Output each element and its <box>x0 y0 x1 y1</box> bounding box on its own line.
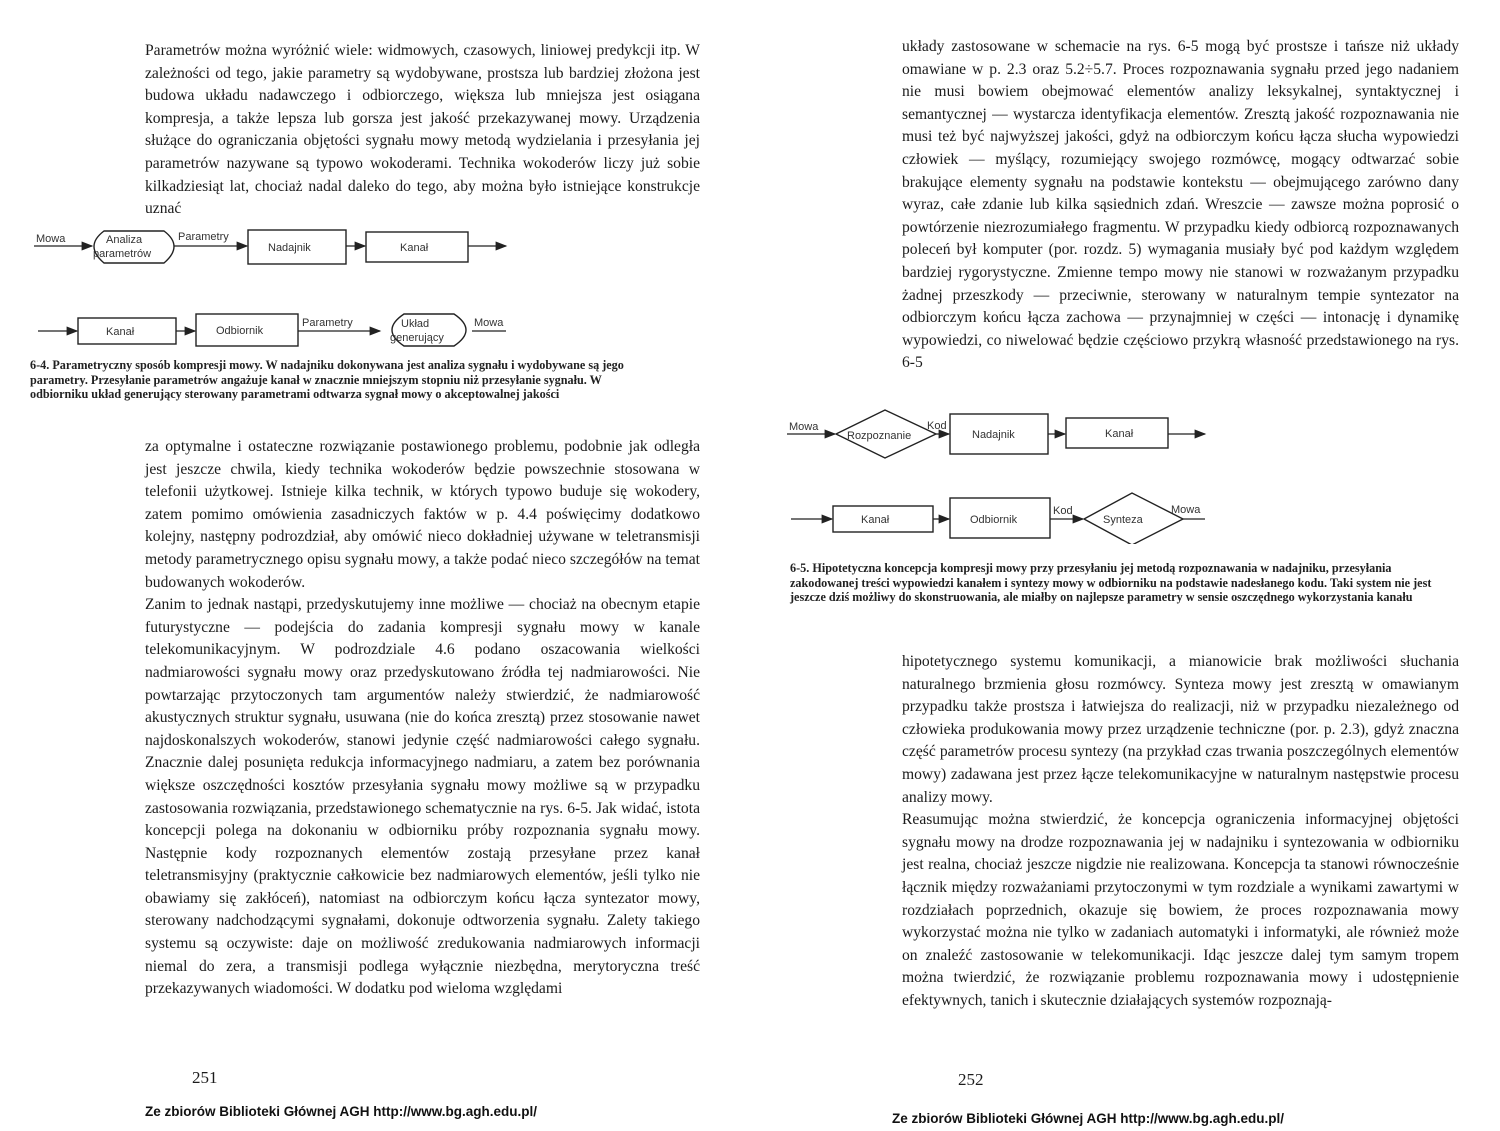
transmitter-label: Nadajnik <box>268 242 311 254</box>
channel-tx-label: Kanał <box>1105 428 1134 440</box>
paragraph: hipotetycznego systemu komunikacji, a mianowicie brak możliwości słuchania naturalnego brzmienia głosu rozmówcy. Synteza mowy jest zresztą w omawianym przypadku także prostsza i łatwiejsza do realizacji, niż w przypadku niezależnego od człowieka produkowania mowy przez urządzenie techniczne (por. p. 2.3), gdyż znaczna część parametrów procesu syntezy (na przykład czas trwania poszczególnych elementów mowy) zadawana jest przez łącze telekomunikacyjne w naturalnym następstwie procesu analizy mowy. <box>902 653 1459 806</box>
input-label: Mowa <box>789 421 819 433</box>
figure-6-4 <box>30 222 530 352</box>
code-label-rx: Kod <box>1053 505 1073 517</box>
figure-6-5-caption: 6-5. Hipotetyczna koncepcja kompresji mowy przy przesyłaniu jej metodą rozpoznawania w nadajniku, przesyłania zakodowanej treści wypowiedzi kanałem i syntezy mowy w odbiorniku na podstawie nadesłanego kodu. Taki system nie jest jeszcze dziś możliwy do skonstruowania, ale miałby on najlepsze parametry w sensie oszczędnego wykorzystania kanału <box>790 561 1432 605</box>
receiver-label: Odbiornik <box>216 325 264 337</box>
paragraph: układy zastosowane w schemacie na rys. 6-5 mogą być prostsze i tańsze niż układy omawiane w p. 2.3 oraz 5.2÷5.7. Proces rozpoznawania sygnału przed jego nadaniem nie musi bowiem obejmować elementów analizy leksykalnej, syntaktycznej i semantycznej — wystarcza identyfikacja elementów. Zresztą jakość rozpoznawania nie musi też być najwyższej jakości, gdyż na odbiorczym końcu łącza słucha wypowiedzi człowiek — myślący, rozumiejący swojego rozmówcę, mogący odtwarzać sobie brakujące elementy sygnału na podstawie kontekstu — obejmującego zarówno dany wyraz, całe zdanie lub kilka sąsiednich zdań. Wreszcie — zawsze można poprosić o powtórzenie niezrozumiałego fragmentu. W przypadku kiedy odbiorcą rozpoznawanych poleceń był komputer (por. rozdz. 5) wymagania musiały być pod każdym względem bardziej rygorystyczne. Zmienne tempo mowy nie stanowi w rozważanym przypadku żadnej przeszkody — przeciwnie, sterowany w naturalnym tempie syntezator na odbiorczym końcu łącza zachowa — przynajmniej w części — intonację i dynamikę wypowiedzi, co niwelować będzie częściowo przykrą własność przedstawionego na rys. 6-5 <box>902 38 1459 372</box>
channel-tx-label: Kanał <box>400 242 429 254</box>
page-number-left: 251 <box>192 1068 218 1087</box>
channel-rx-label: Kanał <box>106 326 135 338</box>
paragraph: Zanim to jednak nastąpi, przedyskutujemy inne możliwe — chociaż na obecnym etapie futurystyczne — podejścia do zadania kompresji sygnału mowy w kanale telekomunikacyjnym. W podrozdziale 4.6 podano oszacowania wielkości nadmiarowości sygnału mowy oraz przedyskutowano źródła tej nadmiarowości. Nie powtarzając przytoczonych tam argumentów należy stwierdzić, że nadmiarowość akustycznych struktur sygnału, usuwana (nie do końca zresztą) przez stosowanie nawet najdoskonalszych wokoderów, stanowi jedynie część nadmiarowości całego sygnału. Znacznie dalej posunięta redukcja informacyjnego nadmiaru, a zatem bez porównania większe oszczędności kosztów przesyłania sygnału mowy możliwe są w przypadku zastosowania rozwiązania, przedstawionego schematycznie na rys. 6-5. Jak widać, istota koncepcji polega na dokonaniu w odbiorniku próby rozpoznania sygnału mowy. Następnie kody rozpoznanych elementów zostają przesyłane przez kanał teletransmisyjny (praktycznie całkowicie bez nadmiarowych elementów, jeśli tylko nie obawiamy się zakłóceń), natomiast na odbiorczym końcu łącza syntezator mowy, sterowany nadchodzącymi sygnałami, dokonuje odtworzenia sygnału. Zalety takiego systemu są oczywiste: daje on możliwość zredukowania nadmiarowych informacji niemal do zera, a transmisji podlega wyłącznie niezbędna, merytoryczna treść przekazywanych wiadomości. W dodatku pod wieloma względami <box>145 596 700 998</box>
left-top-text <box>145 40 700 221</box>
paragraph: za optymalne i ostateczne rozwiązanie postawionego problemu, podobnie jak odległa jest jeszcze chwila, kiedy technika wokoderów będzie powszechnie stosowana w telefonii użytkowej. Istnieje kilka technik, w których typowo buduje się wokodery, zatem pomimo omówienia zasadniczych faktów w p. 4.4 poświęcimy dodatkowo kolejny, następny podrozdział, aby omówić nieco dokładniej używane w teletransmisji metody parametrycznego opisu sygnału mowy, a także podać nieco szczegółów na temat budowanych wokoderów. <box>145 438 700 591</box>
paragraph: Parametrów można wyróżnić wiele: widmowych, czasowych, liniowej predykcji itp. W zależności od tego, jakie parametry są wydobywane, prostsza lub bardziej złożona jest budowa układu nadawczego i odbiorczego, większa lub mniejsza jest osiągana kompresja, a także lepsza lub gorsza jest jakość przekazywanej mowy. Urządzenia służące do ograniczania objętości sygnału mowy metodą wydzielania i przesyłania jej parametrów nazywane są typowo wokoderami. Technika wokoderów liczy już sobie kilkadziesiąt lat, chociaż nadal daleko do tego, aby można było istniejące konstrukcje uznać <box>145 42 700 218</box>
code-label: Kod <box>927 420 947 432</box>
output-label: Mowa <box>1171 504 1201 516</box>
page-number-right: 252 <box>958 1070 984 1089</box>
generator-label-2: generujący <box>390 332 444 344</box>
right-top-text <box>902 36 1459 375</box>
analysis-label-2: parametrów <box>93 248 152 260</box>
footer-left: Ze zbiorów Biblioteki Głównej AGH http://www.bg.agh.edu.pl/ <box>145 1104 537 1119</box>
receiver-label: Odbiornik <box>970 514 1018 526</box>
paragraph: Reasumując można stwierdzić, że koncepcja ograniczenia informacyjnej objętości sygnału mowy na drodze rozpoznawania jej w nadajniku i syntezowania w odbiorniku jest realna, chociaż jeszcze nigdzie nie realizowana. Koncepcja ta stanowi równocześnie łącznik między rozważaniami przytoczonymi w tym rozdziale a wynikami zawartymi w rozdziałach poprzednich, okazuje się bowiem, że proces rozpoznawania mowy wykorzystać można nie tylko w zadaniach automatyki i informatyki, ale również może on znaleźć zastosowanie w telekomunikacji. Idąc jeszcze dalej tym samym tropem można twierdzić, że rozwiązanie problemu rozpoznawania mowy i udostępnienie efektywnych, tanich i skutecznie działających systemów rozpoznają- <box>902 811 1459 1009</box>
input-label: Mowa <box>36 233 66 245</box>
parameters-label: Parametry <box>178 231 229 243</box>
left-main-text <box>145 436 700 1001</box>
synthesis-label: Synteza <box>1103 514 1143 526</box>
output-label: Mowa <box>474 317 504 329</box>
parameters-label-rx: Parametry <box>302 317 353 329</box>
generator-label-1: Układ <box>401 318 430 330</box>
recognition-label: Rozpoznanie <box>847 430 912 442</box>
figure-6-4-caption: 6-4. Parametryczny sposób kompresji mowy. W nadajniku dokonywana jest analiza sygnału i wydobywane są jego parametry. Przesyłanie parametrów angażuje kanał w znacznie mniejszym stopniu niż przesyłanie sygnału. W odbiorniku układ generujący sterowany parametrami odtwarza sygnał mowy o akceptowalnej jakości <box>30 358 624 402</box>
right-main-text <box>902 651 1459 1013</box>
analysis-label-1: Analiza <box>106 234 143 246</box>
footer-right: Ze zbiorów Biblioteki Głównej AGH http://www.bg.agh.edu.pl/ <box>892 1111 1284 1126</box>
channel-rx-label: Kanał <box>861 514 890 526</box>
transmitter-label: Nadajnik <box>972 429 1015 441</box>
figure-6-5 <box>785 404 1215 544</box>
